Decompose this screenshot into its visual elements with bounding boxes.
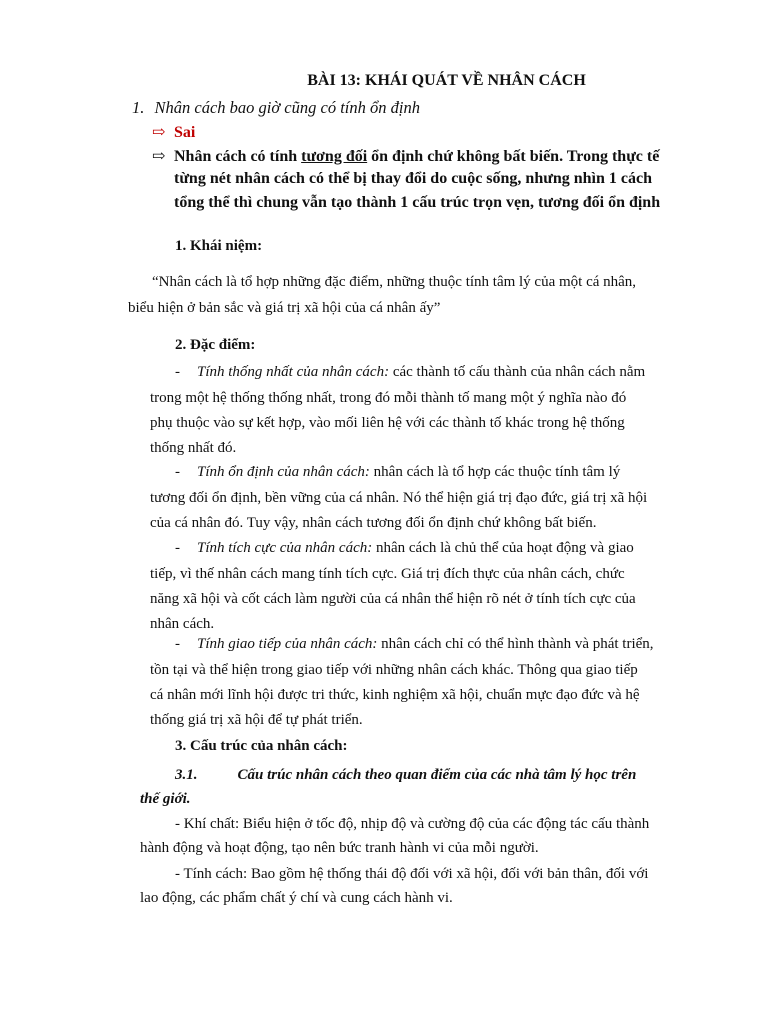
feature-text: nhân cách chỉ có thể hình thành và phát triển, (377, 636, 654, 652)
feature-term: Tính giao tiếp của nhân cách: (197, 636, 378, 652)
temperament-paragraph-cont (140, 836, 539, 861)
explanation-text: ổn định chứ không bất biến. Trong thực tế (367, 148, 660, 165)
dash: - (175, 364, 180, 380)
paragraph-line: - Tính cách: Bao gồm hệ thống thái độ đối với xã hội, đối với bản thân, đối với (175, 866, 649, 882)
feature-item (175, 536, 696, 561)
concept-definition-cont (128, 296, 440, 321)
answer-explanation-line-2: từng nét nhân cách có thể bị thay đổi do cuộc sống, nhưng nhìn 1 cách (174, 170, 652, 187)
section-heading-features: 2. Đặc điểm: (175, 337, 256, 353)
subsection-title-text: thế giới. (140, 791, 191, 807)
dash: - (175, 464, 180, 480)
section-heading-concept: 1. Khái niệm: (175, 238, 263, 254)
feature-item (175, 632, 696, 657)
feature-item-body (150, 386, 697, 461)
definition-line: “Nhân cách là tổ hợp những đặc điểm, những thuộc tính tâm lý của một cá nhân, (152, 274, 637, 290)
concept-definition (152, 270, 698, 295)
page-title: BÀI 13: KHÁI QUÁT VỀ NHÂN CÁCH (307, 72, 586, 89)
feature-line: năng xã hội và cốt cách làm người của cá nhân thể hiện rõ nét ở tính tích cực của (150, 591, 636, 607)
answer-verdict-line (152, 122, 195, 142)
subsection-title-cont (140, 787, 191, 812)
answer-explanation-line-1 (152, 146, 697, 166)
feature-text: các thành tố cấu thành của nhân cách nằm (389, 364, 646, 380)
feature-item (175, 460, 696, 485)
paragraph-line: lao động, các phẩm chất ý chí và cung cách hành vi. (140, 890, 453, 906)
feature-line: phụ thuộc vào sự kết hợp, vào mối liên hệ với các thành tố khác trong hệ thống (150, 415, 625, 431)
feature-line: trong một hệ thống thống nhất, trong đó mỗi thành tố mang một ý nghĩa nào đó (150, 390, 627, 406)
feature-text: nhân cách là chủ thể của hoạt động và giao (372, 540, 634, 556)
explanation-underlined: tương đối (301, 148, 368, 165)
explanation-text: Nhân cách có tính (174, 148, 302, 165)
feature-line: tiếp, vì thế nhân cách mang tính tích cực. Giá trị đích thực của nhân cách, chức (150, 566, 625, 582)
feature-line: thống nhất đó. (150, 440, 237, 456)
subsection-title (175, 763, 697, 788)
character-paragraph-cont (140, 886, 453, 911)
arrow-right-icon: ⇨ (152, 148, 166, 165)
feature-item-body (150, 562, 697, 637)
subsection-title-text: Cấu trúc nhân cách theo quan điểm của các nhà tâm lý học trên (237, 767, 637, 783)
feature-line: thống giá trị xã hội để tự phát triển. (150, 712, 363, 728)
question-line (132, 98, 420, 118)
question-text: Nhân cách bao giờ cũng có tính ổn định (154, 98, 420, 117)
temperament-paragraph (175, 812, 697, 837)
character-paragraph (175, 862, 697, 887)
dash: - (175, 636, 180, 652)
feature-term: Tính thống nhất của nhân cách: (197, 364, 390, 380)
feature-item-body (150, 486, 697, 536)
feature-line: nhân cách. (150, 616, 215, 632)
feature-line: tồn tại và thể hiện trong giao tiếp với những nhân cách khác. Thông qua giao tiếp (150, 662, 638, 678)
paragraph-line: hành động và hoạt động, tạo nên bức tranh hành vi của mỗi người. (140, 840, 539, 856)
feature-item-body (150, 658, 697, 733)
feature-line: của cá nhân đó. Tuy vậy, nhân cách tương đối ổn định chứ không bất biến. (150, 515, 597, 531)
feature-text: nhân cách là tổ hợp các thuộc tính tâm lý (369, 464, 621, 480)
feature-line: cá nhân mới lĩnh hội được tri thức, kinh nghiệm xã hội, chuẩn mực đạo đức và hệ (150, 687, 640, 703)
arrow-right-icon: ⇨ (152, 124, 166, 141)
feature-line: tương đối ổn định, bền vững của cá nhân. Nó thể hiện giá trị đạo đức, giá trị xã hội (150, 490, 648, 506)
question-number: 1. (132, 98, 145, 117)
dash: - (175, 540, 180, 556)
subsection-number: 3.1. (175, 767, 198, 783)
feature-term: Tính tích cực của nhân cách: (197, 540, 373, 556)
section-heading-structure: 3. Cấu trúc của nhân cách: (175, 738, 348, 754)
answer-explanation-line-3: tổng thể thì chung vẫn tạo thành 1 cấu trúc trọn vẹn, tương đối ổn định (174, 194, 661, 211)
answer-verdict: Sai (174, 124, 196, 141)
paragraph-line: - Khí chất: Biểu hiện ở tốc độ, nhịp độ và cường độ của các động tác cấu thành (175, 816, 650, 832)
definition-line: biểu hiện ở bản sắc và giá trị xã hội của cá nhân ấy” (128, 300, 441, 316)
feature-item (175, 360, 696, 385)
feature-term: Tính ổn định của nhân cách: (197, 464, 370, 480)
